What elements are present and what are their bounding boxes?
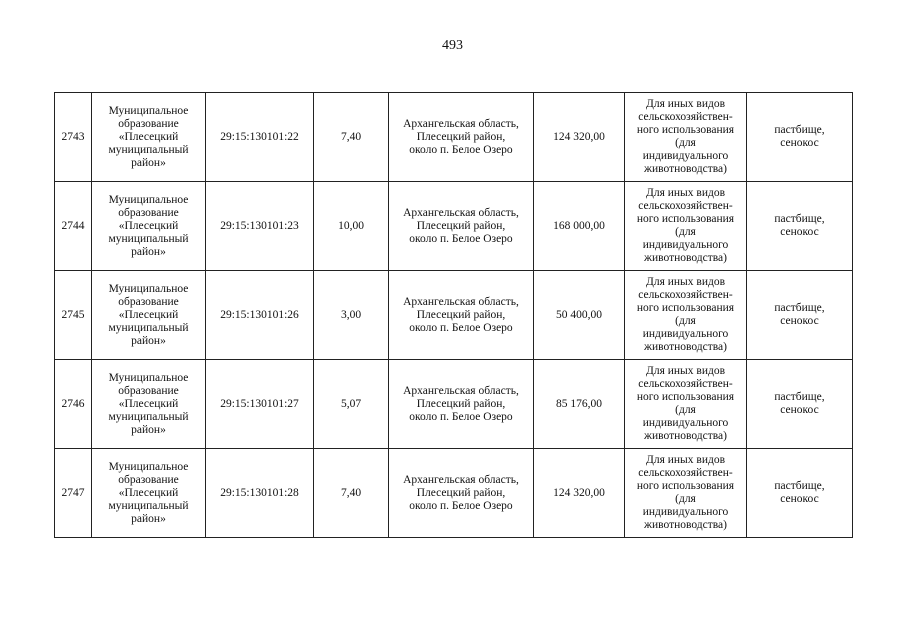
page-number: 493 [442,38,463,53]
permitted-use-cell: Для иных видов сельскохозяйствен- ного использования (для индивидуального животноводства) [625,182,747,271]
land-kind-cell: пастбище, сенокос [747,182,853,271]
table-row [55,182,853,271]
permitted-use-cell: Для иных видов сельскохозяйствен- ного использования (для индивидуального животноводства) [625,449,747,538]
price-cell: 124 320,00 [534,93,625,182]
address-cell: Архангельская область, Плесецкий район, около п. Белое Озеро [389,449,534,538]
permitted-use-cell: Для иных видов сельскохозяйствен- ного использования (для индивидуального животноводства) [625,271,747,360]
cadastral-number-cell: 29:15:130101:23 [206,182,314,271]
price-cell: 168 000,00 [534,182,625,271]
cadastral-number-cell: 29:15:130101:27 [206,360,314,449]
table-row [55,449,853,538]
owner-cell: Муниципальное образование «Плесецкий муниципальный район» [92,182,206,271]
address-cell: Архангельская область, Плесецкий район, около п. Белое Озеро [389,360,534,449]
land-kind-cell: пастбище, сенокос [747,449,853,538]
row-number-cell: 2747 [55,449,92,538]
area-cell: 7,40 [314,449,389,538]
land-kind-cell: пастбище, сенокос [747,360,853,449]
land-kind-cell: пастбище, сенокос [747,93,853,182]
owner-cell: Муниципальное образование «Плесецкий муниципальный район» [92,360,206,449]
owner-cell: Муниципальное образование «Плесецкий муниципальный район» [92,449,206,538]
row-number-cell: 2745 [55,271,92,360]
price-cell: 50 400,00 [534,271,625,360]
cadastral-number-cell: 29:15:130101:22 [206,93,314,182]
address-cell: Архангельская область, Плесецкий район, около п. Белое Озеро [389,271,534,360]
address-cell: Архангельская область, Плесецкий район, около п. Белое Озеро [389,182,534,271]
table-row [55,93,853,182]
row-number-cell: 2743 [55,93,92,182]
owner-cell: Муниципальное образование «Плесецкий муниципальный район» [92,93,206,182]
owner-cell: Муниципальное образование «Плесецкий муниципальный район» [92,271,206,360]
permitted-use-cell: Для иных видов сельскохозяйствен- ного использования (для индивидуального животноводства) [625,93,747,182]
cadastral-number-cell: 29:15:130101:26 [206,271,314,360]
area-cell: 7,40 [314,93,389,182]
price-cell: 85 176,00 [534,360,625,449]
area-cell: 5,07 [314,360,389,449]
land-registry-table [54,92,853,538]
address-cell: Архангельская область, Плесецкий район, около п. Белое Озеро [389,93,534,182]
area-cell: 3,00 [314,271,389,360]
price-cell: 124 320,00 [534,449,625,538]
table-row [55,271,853,360]
row-number-cell: 2744 [55,182,92,271]
cadastral-number-cell: 29:15:130101:28 [206,449,314,538]
permitted-use-cell: Для иных видов сельскохозяйствен- ного использования (для индивидуального животноводства) [625,360,747,449]
area-cell: 10,00 [314,182,389,271]
land-kind-cell: пастбище, сенокос [747,271,853,360]
row-number-cell: 2746 [55,360,92,449]
table-row [55,360,853,449]
